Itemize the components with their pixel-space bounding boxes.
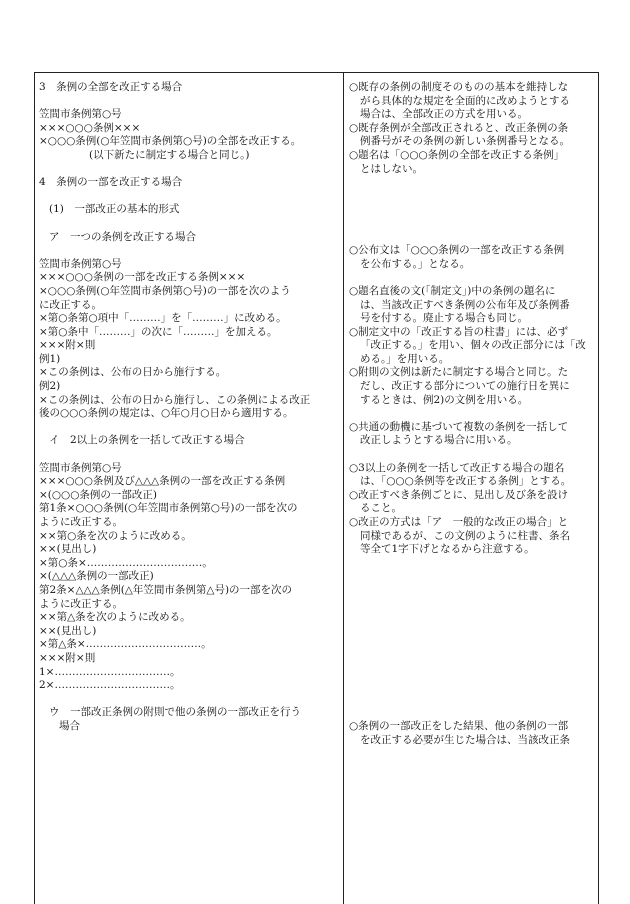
example-line: ×(△△△条例の一部改正) [39, 570, 154, 583]
note-line: ○3以上の条例を一括して改正する場合の題名 [349, 461, 565, 474]
spacer [349, 557, 594, 571]
note-line: 「改正する。」を用い、個々の改正部分には「改 [360, 339, 586, 352]
example-line: ×(○○○条例の一部改正) [39, 488, 157, 501]
spacer [349, 584, 594, 598]
example-line: ×××○○○条例××× [39, 121, 141, 134]
spacer [39, 190, 339, 204]
example-line: (1) 一部改正の基本的形式 [49, 203, 180, 216]
spacer [349, 271, 594, 285]
example-line: ×○○○条例(○年笠間市条例第○号)の全部を改正する。 [39, 135, 302, 148]
column-divider [343, 73, 344, 904]
example-line: 第2条×△△△条例(△年笠間市条例第△号)の一部を次の [39, 583, 293, 596]
example-line: 例1) [39, 352, 61, 365]
note-item [349, 516, 594, 557]
example-line: 笠間市条例第○号 [39, 257, 122, 270]
example-line: 笠間市条例第○号 [39, 461, 122, 474]
note-line: ○既存条例が全部改正されると、改正条例の条 [349, 121, 569, 134]
spacer [349, 203, 594, 217]
note-line: を改正する必要が生じた場合は、当該改正条 [360, 733, 570, 746]
document-table [34, 72, 599, 904]
spacer [349, 666, 594, 680]
example-line: ×第○条×……………………………。 [39, 556, 213, 569]
spacer [349, 448, 594, 462]
spacer [349, 570, 594, 584]
note-line: は、「○○○条例等を改正する条例」とする。 [360, 475, 572, 488]
note-item [349, 720, 594, 747]
note-line: するときは、例2)の文例を用いる。 [360, 393, 529, 406]
note-line: だし、改正する部分についての施行日を異に [360, 380, 570, 393]
note-line: 同様であるが、この文例のように柱書、条名 [360, 529, 570, 542]
note-line: を公布する。」となる。 [360, 257, 471, 270]
note-item [349, 81, 594, 122]
example-line: 場合 [59, 719, 80, 732]
example-line: 後の○○○条例の規定は、○年○月○日から適用する。 [39, 407, 294, 420]
note-item [349, 122, 594, 149]
note-item [349, 489, 594, 516]
note-line: ○改正の方式は「ア 一般的な改正の場合」と [349, 516, 569, 528]
spacer [39, 693, 339, 707]
example-line: ×××附×則 [39, 651, 96, 664]
example-line: (以下新たに制定する場合と同じ。) [89, 148, 250, 161]
example-line: ア 一つの条例を改正する場合 [49, 230, 196, 243]
note-item [349, 462, 594, 489]
example-line: に改正する。 [39, 298, 102, 311]
note-line: ○附則の文例は新たに制定する場合と同じ。た [349, 366, 569, 379]
example-line: 1×……………………………。 [39, 665, 181, 678]
spacer [39, 163, 339, 177]
spacer [39, 217, 339, 231]
spacer [349, 693, 594, 707]
note-item [349, 244, 594, 271]
note-line: ○題名直後の文(「制定文」)中の条例の題名に [349, 284, 556, 297]
example-line: ××(見出し) [39, 624, 97, 637]
right-column-notes [349, 81, 594, 747]
spacer [349, 706, 594, 720]
spacer [349, 625, 594, 639]
note-line: ○公布文は「○○○条例の一部を改正する条例 [349, 244, 565, 257]
spacer [349, 407, 594, 421]
left-column-examples [39, 81, 339, 734]
example-line: ××第△条を次のように改める。 [39, 611, 191, 624]
note-item [349, 149, 594, 176]
spacer [349, 611, 594, 625]
example-line: ××(見出し) [39, 543, 97, 556]
note-line: は、当該改正すべき条例の公布年及び条例番 [360, 298, 570, 311]
example-line: ×××附×則 [39, 339, 96, 352]
note-line: とはしない。 [360, 162, 423, 175]
example-line: ように改正する。 [39, 597, 123, 610]
note-item [349, 366, 594, 407]
note-line: 改正しようとする場合に用いる。 [360, 434, 518, 447]
example-line: 2×……………………………。 [39, 679, 181, 692]
spacer [39, 448, 339, 462]
spacer [349, 176, 594, 190]
note-line: める。」を用いる。 [360, 352, 450, 365]
note-line: がら具体的な規定を全面的に改めようとする [360, 94, 570, 107]
note-line: ○既存の条例の制度そのものの基本を維持しな [349, 81, 569, 93]
example-line: イ 2以上の条例を一括して改正する場合 [49, 434, 245, 447]
example-line: ウ 一部改正条例の附則で他の条例の一部改正を行う [49, 706, 301, 719]
example-line: ×この条例は、公布の日から施行する。 [39, 366, 227, 379]
example-line: ×××○○○条例及び△△△条例の一部を改正する条例 [39, 475, 286, 488]
note-line: ○改正すべき条例ごとに、見出し及び条を設け [349, 488, 568, 501]
note-line: ○共通の動機に基づいて複数の条例を一括して [349, 420, 569, 433]
note-line: ○題名は「○○○条例の全部を改正する条例」 [349, 148, 565, 161]
example-line: ×第○条第○項中「………」を「………」に改める。 [39, 312, 287, 325]
example-line: 4 条例の一部を改正する場合 [39, 176, 183, 189]
note-line: 場合は、全部改正の方式を用いる。 [360, 108, 528, 121]
example-line: ように改正する。 [39, 516, 123, 528]
note-line: ○条例の一部改正をした結果、他の条例の一部 [349, 719, 569, 732]
example-line: ×第○条中「………」の次に「………」を加える。 [39, 325, 278, 338]
note-line: 例番号がその条例の新しい条例番号となる。 [360, 135, 570, 148]
note-item [349, 421, 594, 448]
note-item [349, 326, 594, 367]
spacer [349, 679, 594, 693]
example-line: 笠間市条例第○号 [39, 108, 122, 121]
example-line: 3 条例の全部を改正する場合 [39, 81, 183, 93]
example-line: ×第△条×……………………………。 [39, 638, 212, 651]
example-line: ×××○○○条例の一部を改正する条例××× [39, 271, 246, 284]
note-item [349, 285, 594, 326]
note-line: 号を付する。廃止する場合も同じ。 [360, 312, 528, 325]
note-line: ること。 [360, 502, 402, 515]
spacer [349, 638, 594, 652]
spacer [39, 421, 339, 435]
spacer [349, 598, 594, 612]
spacer [349, 217, 594, 231]
note-line: ○制定文中の「改正する旨の柱書」には、必ず [349, 325, 569, 338]
example-line: 例2) [39, 380, 61, 393]
example-line: 第1条×○○○条例(○年笠間市条例第○号)の一部を次の [39, 502, 298, 515]
spacer [39, 244, 339, 258]
example-line: ××第○条を次のように改める。 [39, 529, 192, 542]
example-line: ×この条例は、公布の日から施行し、この条例による改正 [39, 393, 311, 406]
spacer [39, 95, 339, 109]
spacer [349, 231, 594, 245]
spacer [349, 190, 594, 204]
spacer [349, 652, 594, 666]
example-line: ×○○○条例(○年笠間市条例第○号)の一部を次のよう [39, 284, 291, 297]
note-line: 等全て1字下げとなるから注意する。 [360, 543, 535, 556]
